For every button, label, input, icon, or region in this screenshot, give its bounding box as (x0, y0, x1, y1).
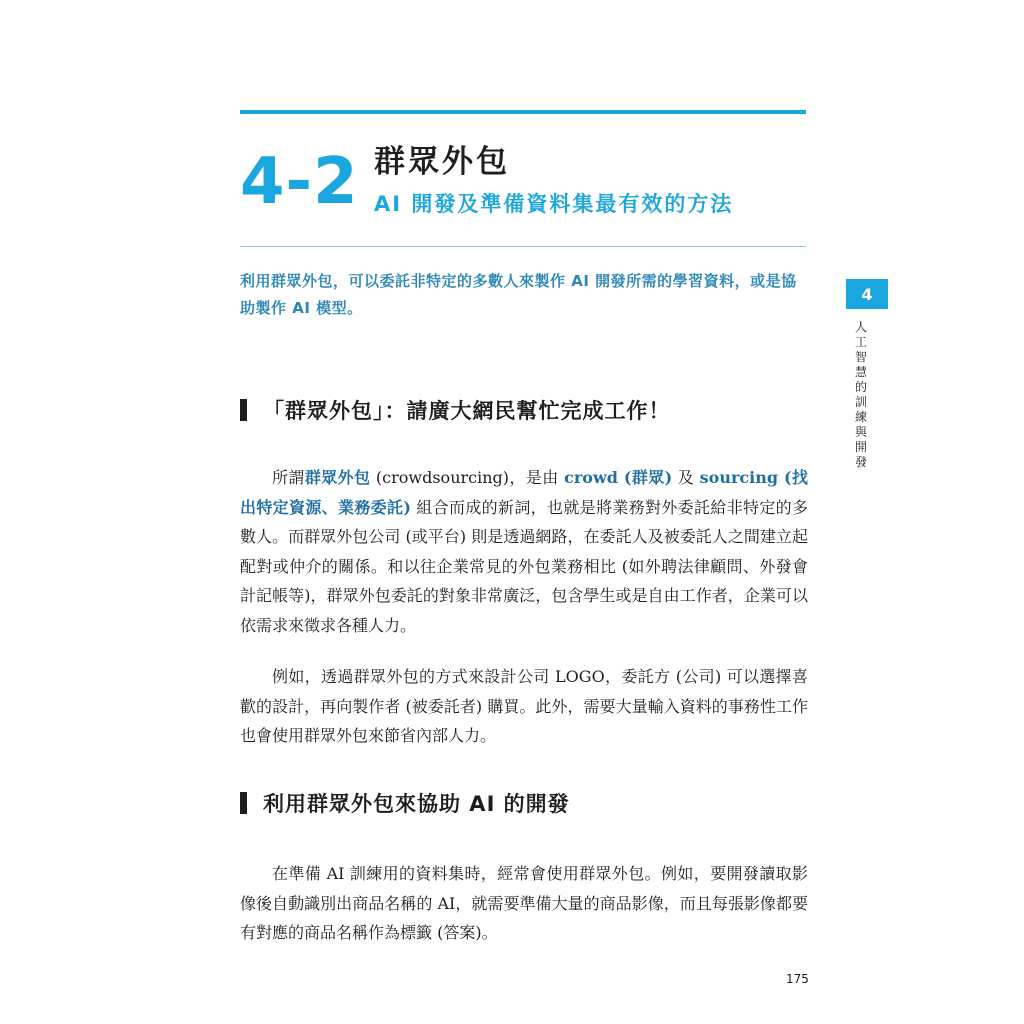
keyword-crowdsourcing: 群眾外包 (304, 468, 371, 487)
top-accent-rule (240, 110, 806, 114)
section-heading-crowdsourcing (240, 395, 671, 425)
body-paragraph-definition (240, 463, 808, 640)
body-text: 及 (672, 468, 700, 487)
chapter-tab-label: 人工智慧的訓練與開發 (854, 320, 867, 469)
body-paragraph-example: 例如，透過群眾外包的方式來設計公司 LOGO，委託方 (公司) 可以選擇喜歡的設計，再向製作者 (被委託者) 購買。此外，需要大量輸入資料的事務性工作也會使用群眾外包來節省內部人力。 (240, 667, 808, 745)
section-heading-ai-development (240, 788, 570, 818)
chapter-tab: 4 (846, 279, 888, 309)
page-number: 175 (786, 972, 809, 986)
header-divider (240, 246, 806, 247)
heading-bar-icon (240, 792, 247, 814)
body-text: (crowdsourcing)，是由 (370, 468, 565, 487)
section-heading-text: 利用群眾外包來協助 AI 的開發 (263, 792, 570, 816)
page-title: 群眾外包 (374, 144, 510, 180)
body-text: 組合而成的新詞，也就是將業務對外委託給非特定的多數人。而群眾外包公司 (或平台) 則是透過網路，在委託人及被委託人之間建立起配對或仲介的關係。和以往企業常見的外包業務相比 (如外聘法律顧問、外發會計記帳等)，群眾外包委託的對象非常廣泛，包含學生或是自由工作者，企業可以依需求來徵求各種人力。 (240, 497, 808, 635)
page-subtitle: AI 開發及準備資料集最有效的方法 (374, 192, 734, 216)
body-paragraph-dataset: 在準備 AI 訓練用的資料集時，經常會使用群眾外包。例如，要開發讀取影像後自動識別出商品名稱的 AI，就需要準備大量的商品影像，而且每張影像都要有對應的商品名稱作為標籤 (答案)。 (240, 864, 808, 942)
section-number: 4-2 (240, 145, 359, 219)
keyword-sourcing: sourcing (找出特定資源、業務委託) (240, 468, 808, 517)
intro-summary: 利用群眾外包，可以委託非特定的多數人來製作 AI 開發所需的學習資料，或是協助製作 AI 模型。 (240, 272, 797, 317)
keyword-crowd: crowd (群眾) (564, 468, 673, 487)
body-text: 所謂 (272, 468, 305, 487)
heading-bar-icon (240, 399, 247, 421)
section-heading-text: 「群眾外包」：請廣大網民幫忙完成工作！ (263, 399, 671, 423)
